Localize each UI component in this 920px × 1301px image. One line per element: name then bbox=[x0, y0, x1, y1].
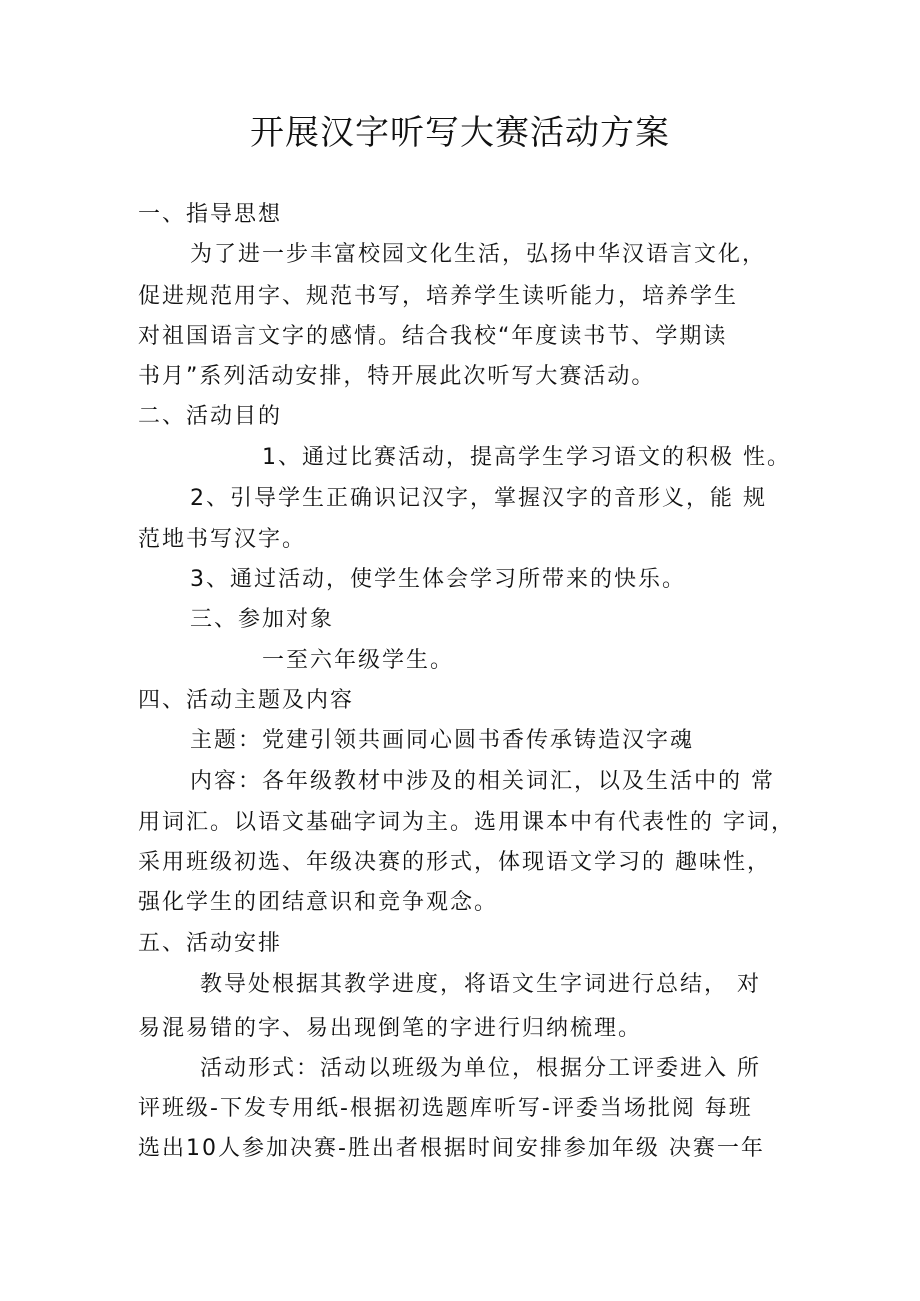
paragraph-line: 1、通过比赛活动，提高学生学习语文的积极 性。 bbox=[262, 445, 791, 470]
paragraph-line: 2、引导学生正确识记汉字，掌握汉字的音形义，能 规 bbox=[190, 486, 767, 511]
paragraph-line: 评班级-下发专用纸-根据初选题库听写-评委当场批阅 每班 bbox=[138, 1096, 753, 1121]
section-heading: 四、活动主题及内容 bbox=[138, 688, 355, 713]
section-heading: 一、指导思想 bbox=[138, 202, 283, 227]
paragraph-line: 强化学生的团结意识和竞争观念。 bbox=[138, 890, 499, 915]
paragraph-line: 内容：各年级教材中涉及的相关词汇，以及生活中的 常 bbox=[190, 769, 775, 794]
paragraph-line: 书月”系列活动安排，特开展此次听写大赛活动。 bbox=[138, 364, 656, 389]
paragraph-line: 范地书写汉字。 bbox=[138, 527, 307, 552]
paragraph-line: 促进规范用字、规范书写，培养学生读听能力，培养学生 bbox=[138, 284, 739, 309]
paragraph-line: 易混易错的字、易出现倒笔的字进行归纳梳理。 bbox=[138, 1016, 643, 1041]
paragraph-line: 用词汇。以语文基础字词为主。选用课本中有代表性的 字词， bbox=[138, 810, 795, 835]
section-heading: 五、活动安排 bbox=[138, 931, 283, 956]
paragraph-line: 采用班级初选、年级决赛的形式，体现语文学习的 趣味性， bbox=[138, 850, 771, 875]
paragraph-line: 教导处根据其教学进度，将语文生字词进行总结， 对 bbox=[200, 972, 761, 997]
paragraph-line: 3、通过活动，使学生体会学习所带来的快乐。 bbox=[190, 567, 686, 592]
section-heading: 二、活动目的 bbox=[138, 404, 283, 429]
document-title: 开展汉字听写大赛活动方案 bbox=[250, 113, 670, 153]
paragraph-line: 为了进一步丰富校园文化生活，弘扬中华汉语言文化， bbox=[190, 242, 767, 267]
paragraph-line: 选出10人参加决赛-胜出者根据时间安排参加年级 决赛一年 bbox=[138, 1136, 765, 1161]
paragraph-line: 主题：党建引领共画同心圆书香传承铸造汉字魂 bbox=[190, 728, 695, 753]
section-heading: 三、参加对象 bbox=[190, 607, 335, 632]
paragraph-line: 一至六年级学生。 bbox=[262, 648, 455, 673]
paragraph-line: 活动形式：活动以班级为单位，根据分工评委进入 所 bbox=[200, 1056, 761, 1081]
paragraph-line: 对祖国语言文字的感情。结合我校“年度读书节、学期读 bbox=[138, 324, 728, 349]
